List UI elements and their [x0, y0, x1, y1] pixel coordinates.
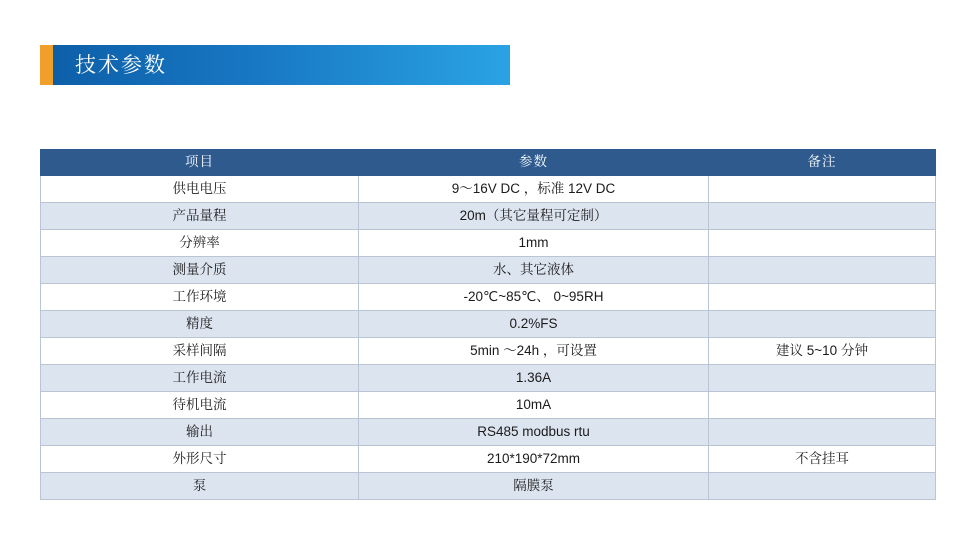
table-row [41, 257, 936, 284]
cell-parameter: 20m（其它量程可定制） [359, 203, 709, 230]
table-row [41, 392, 936, 419]
table-row [41, 446, 936, 473]
table-row [41, 230, 936, 257]
cell-remark: 不含挂耳 [709, 446, 936, 473]
cell-item: 外形尺寸 [41, 446, 359, 473]
cell-item: 输出 [41, 419, 359, 446]
cell-remark [709, 392, 936, 419]
table-row [41, 365, 936, 392]
table-body [41, 176, 936, 500]
table-row [41, 176, 936, 203]
cell-parameter: 隔膜泵 [359, 473, 709, 500]
table-header [41, 150, 936, 176]
cell-item: 分辨率 [41, 230, 359, 257]
column-header-remark: 备注 [709, 150, 936, 176]
cell-remark [709, 176, 936, 203]
title-accent-bar [40, 45, 53, 85]
title-gradient-bar [53, 45, 510, 85]
cell-item: 供电电压 [41, 176, 359, 203]
table-row [41, 419, 936, 446]
cell-remark [709, 419, 936, 446]
cell-remark [709, 284, 936, 311]
table-header-row [41, 150, 936, 176]
cell-remark [709, 311, 936, 338]
cell-item: 待机电流 [41, 392, 359, 419]
cell-remark [709, 257, 936, 284]
cell-remark [709, 473, 936, 500]
cell-parameter: -20℃~85℃、 0~95RH [359, 284, 709, 311]
cell-remark: 建议 5~10 分钟 [709, 338, 936, 365]
table-row [41, 473, 936, 500]
cell-parameter: 水、其它液体 [359, 257, 709, 284]
cell-parameter: 1.36A [359, 365, 709, 392]
table-row [41, 311, 936, 338]
cell-remark [709, 230, 936, 257]
column-header-parameter: 参数 [359, 150, 709, 176]
cell-item: 采样间隔 [41, 338, 359, 365]
cell-remark [709, 365, 936, 392]
cell-parameter: 10mA [359, 392, 709, 419]
cell-item: 工作电流 [41, 365, 359, 392]
table-row [41, 338, 936, 365]
cell-parameter: RS485 modbus rtu [359, 419, 709, 446]
cell-parameter: 1mm [359, 230, 709, 257]
cell-item: 产品量程 [41, 203, 359, 230]
title-banner [40, 45, 510, 85]
page-title: 技术参数 [75, 53, 167, 77]
cell-parameter: 0.2%FS [359, 311, 709, 338]
column-header-item: 项目 [41, 150, 359, 176]
cell-parameter: 5min 〜24h ，可设置 [359, 338, 709, 365]
cell-item: 测量介质 [41, 257, 359, 284]
cell-parameter: 9〜16V DC ，标准 12V DC [359, 176, 709, 203]
table-row [41, 203, 936, 230]
specifications-table [40, 149, 936, 500]
cell-parameter: 210*190*72mm [359, 446, 709, 473]
cell-item: 泵 [41, 473, 359, 500]
cell-item: 工作环境 [41, 284, 359, 311]
cell-remark [709, 203, 936, 230]
table-row [41, 284, 936, 311]
cell-item: 精度 [41, 311, 359, 338]
